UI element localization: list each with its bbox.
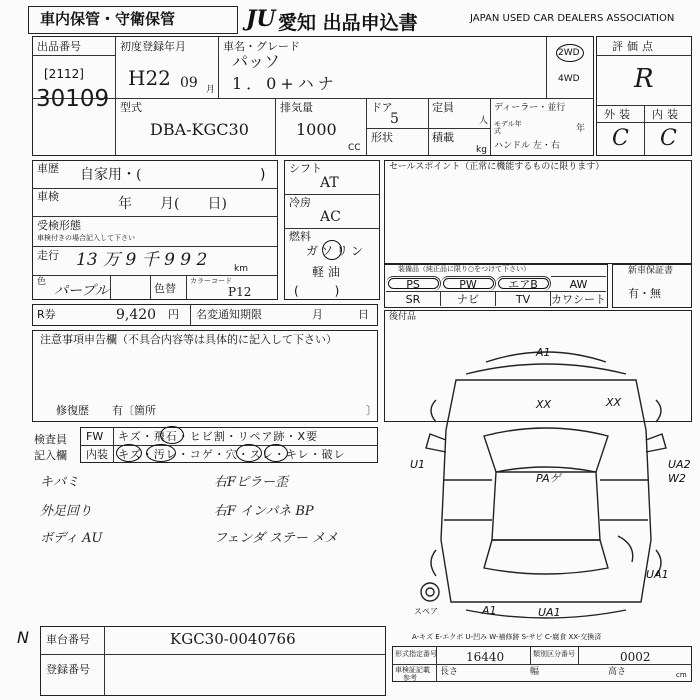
doors-label: ドア — [371, 101, 393, 114]
doors: 5 — [390, 111, 399, 127]
load-label: 積載 — [432, 131, 454, 144]
year-unit: 年 — [576, 124, 586, 134]
left-margin-mark: N — [17, 628, 29, 647]
color-label: 色 — [37, 277, 47, 287]
equipment-item: TV — [496, 291, 551, 306]
diagram-label-ua1-right: UA1 — [646, 568, 669, 581]
fuel-label: 燃料 — [289, 230, 311, 243]
lot-number-label: 出品番号 — [37, 40, 81, 53]
note-right-3: フェンダ ステー メメ — [214, 531, 338, 546]
equipment-item: PS — [386, 276, 441, 291]
diagram-label-xx-right: XX — [606, 396, 622, 409]
size-length: 長さ — [440, 667, 459, 677]
stone-chip-circle — [160, 426, 184, 444]
spare-label: スペア — [414, 607, 438, 616]
drive-2wd: 2WD — [558, 48, 580, 58]
drive-4wd: 4WD — [558, 74, 580, 84]
diagram-label-pa: PAゲ — [536, 472, 561, 485]
warranty-note: 車検付きの場合記入して下さい — [37, 234, 135, 242]
repair-close: 〕 — [366, 404, 377, 417]
model-grade-label: 車名・グレード — [223, 40, 300, 53]
size-label: 車検証記載 — [395, 666, 430, 674]
damage-legend: A-キズ E-エクボ U-凹み W-補修跡 S-サビ C-腐食 XX-交換済 — [412, 633, 602, 641]
notice-label: 名変通知期限 — [196, 308, 262, 321]
month-unit: 月 — [206, 85, 216, 95]
interior-grade: C — [660, 126, 677, 151]
interior-stain-circle — [146, 444, 176, 462]
note-left-3: ボディ AU — [40, 531, 103, 546]
inspection-label: 車検 — [37, 190, 59, 203]
interior-wear-circle — [264, 444, 288, 462]
color-code: P12 — [228, 285, 252, 299]
equipment-item: ナビ — [441, 291, 496, 306]
model-year-label: モデル年式 — [494, 120, 522, 135]
equipment-item: エアB — [496, 276, 551, 291]
diagram-label-a1-top: A1 — [536, 346, 551, 359]
yen-unit: 円 — [168, 308, 179, 321]
interior-items: キズ・汚レ・コゲ・穴・スレ・キレ・破レ — [118, 448, 346, 461]
model-type-label: 型式 — [120, 101, 142, 114]
note-left-2: 外足回り — [40, 504, 93, 519]
fw-items: キズ・飛石・ヒビ割・リペア跡・X要 — [118, 430, 319, 443]
shape-label: 形状 — [371, 131, 393, 144]
diagram-label-ua2: UA2 — [668, 458, 691, 471]
handle-label: ハンドル 左・右 — [494, 141, 560, 151]
fuel-alt: 軽 油 — [312, 265, 340, 279]
diagram-label-u1: U1 — [410, 458, 426, 471]
color-change-label: 色替 — [154, 282, 176, 295]
registration-label: 登録番号 — [46, 663, 90, 676]
grade: 1．0+ハナ — [232, 74, 338, 93]
capacity-label: 定員 — [432, 101, 454, 114]
inspection-value: 年 月( 日) — [118, 196, 227, 212]
fuel-value: ガソリン — [306, 244, 367, 258]
lot-bracket: [2112] — [44, 67, 84, 81]
displacement: 1000 — [296, 120, 337, 139]
cm-unit: cm — [676, 671, 687, 679]
ac-label: 冷房 — [289, 196, 311, 209]
post-fit-label: 後付品 — [389, 312, 417, 322]
first-registration-label: 初度登録年月 — [120, 40, 186, 53]
cc-unit: CC — [348, 143, 361, 153]
class-no-label: 類別区分番号 — [533, 650, 575, 658]
registration-month: 09 — [180, 75, 198, 91]
r-value: 9,420 — [116, 307, 157, 323]
note-left-1: キバミ — [40, 475, 80, 490]
equipment-item: AW — [551, 276, 606, 291]
history-label: 車歴 — [37, 162, 59, 175]
mileage-value: 13 万 9 千 9 9 2 — [76, 250, 208, 270]
history-value: 自家用・( — [80, 167, 142, 183]
org-title-en: JAPAN USED CAR DEALERS ASSOCIATION — [470, 13, 675, 24]
diagram-label-a1-bottom: A1 — [482, 604, 497, 617]
chassis-value: KGC30-0040766 — [170, 630, 296, 648]
equipment-item: カワシート — [551, 293, 606, 306]
repair-value: 有〔箇所 — [112, 404, 156, 417]
ju-logo: JU — [246, 6, 276, 32]
history-paren-close: ) — [260, 167, 266, 183]
sales-point-label: セールスポイント（正常に機能するものに限ります） — [389, 162, 605, 172]
notes-label: 注意事項申告欄（不具合内容等は具体的に記入して下さい） — [40, 333, 337, 346]
interior-hole-circle — [236, 444, 262, 462]
car-damage-diagram — [396, 340, 696, 640]
org-title: 愛知 出品申込書 — [278, 12, 418, 34]
new-car-warranty-value: 有・無 — [628, 287, 661, 300]
car-name: パッソ — [232, 52, 281, 71]
diagram-label-w2: W2 — [668, 472, 686, 485]
ac-value: AC — [320, 209, 341, 225]
storage-label: 車内保管・守衛保管 — [40, 10, 176, 28]
equipment-grid — [386, 276, 606, 306]
lot-number: 30109 — [36, 86, 110, 112]
repair-label: 修復歴 — [56, 404, 89, 417]
r-label: R券 — [37, 308, 56, 321]
notice-month-unit: 月 — [312, 308, 323, 321]
warranty-label: 受検形態 — [37, 219, 81, 232]
displacement-label: 排気量 — [280, 101, 313, 114]
exterior-grade: C — [612, 126, 629, 151]
evaluation-label: 評価点 — [612, 40, 657, 53]
class-no-value: 0002 — [620, 650, 651, 664]
mileage-label: 走行 — [37, 249, 59, 262]
form-no-value: 16440 — [466, 650, 505, 664]
interior-scratch-circle — [116, 444, 142, 462]
km-unit: km — [234, 264, 248, 274]
diagram-label-xx-left: XX — [536, 398, 552, 411]
fw-label: FW — [86, 430, 104, 443]
equipment-item: SR — [386, 291, 441, 306]
new-car-warranty-label: 新車保証書 — [628, 266, 674, 276]
sales-point-box — [384, 160, 692, 264]
exterior-label: 外装 — [604, 108, 634, 121]
shift-label: シフト — [289, 162, 322, 175]
size-width: 幅 — [530, 667, 540, 677]
color-code-label: カラーコード — [190, 277, 232, 285]
interior-check-label: 内装 — [86, 448, 108, 461]
note-right-1: 右Fピラー歪 — [214, 475, 289, 490]
notice-day-unit: 日 — [358, 308, 369, 321]
size-height: 高さ — [608, 667, 627, 677]
chassis-label: 車台番号 — [46, 633, 90, 646]
evaluation-score: R — [634, 64, 654, 94]
inspector-label: 検査員記入欄 — [34, 433, 67, 462]
registration-year: H22 — [128, 66, 171, 90]
shift-value: AT — [320, 175, 339, 191]
kg-unit: kg — [476, 145, 487, 155]
fuel-paren: ( ) — [294, 284, 340, 298]
note-right-2: 右F インパネ BP — [214, 504, 314, 519]
color-value: パープル — [54, 283, 109, 299]
interior-label: 内装 — [652, 108, 682, 121]
dealer-label: ディーラー・並行 — [494, 103, 566, 113]
capacity-unit: 人 — [479, 116, 489, 126]
equipment-item: PW — [441, 276, 496, 291]
diagram-label-ua1-bottom: UA1 — [538, 606, 561, 619]
form-no-label: 形式指定番号 — [395, 650, 437, 658]
size-ref: 参考 — [403, 674, 417, 682]
equipment-label: 装備品（純正品に限り○をつけて下さい） — [398, 265, 531, 273]
model-type: DBA-KGC30 — [150, 120, 249, 139]
